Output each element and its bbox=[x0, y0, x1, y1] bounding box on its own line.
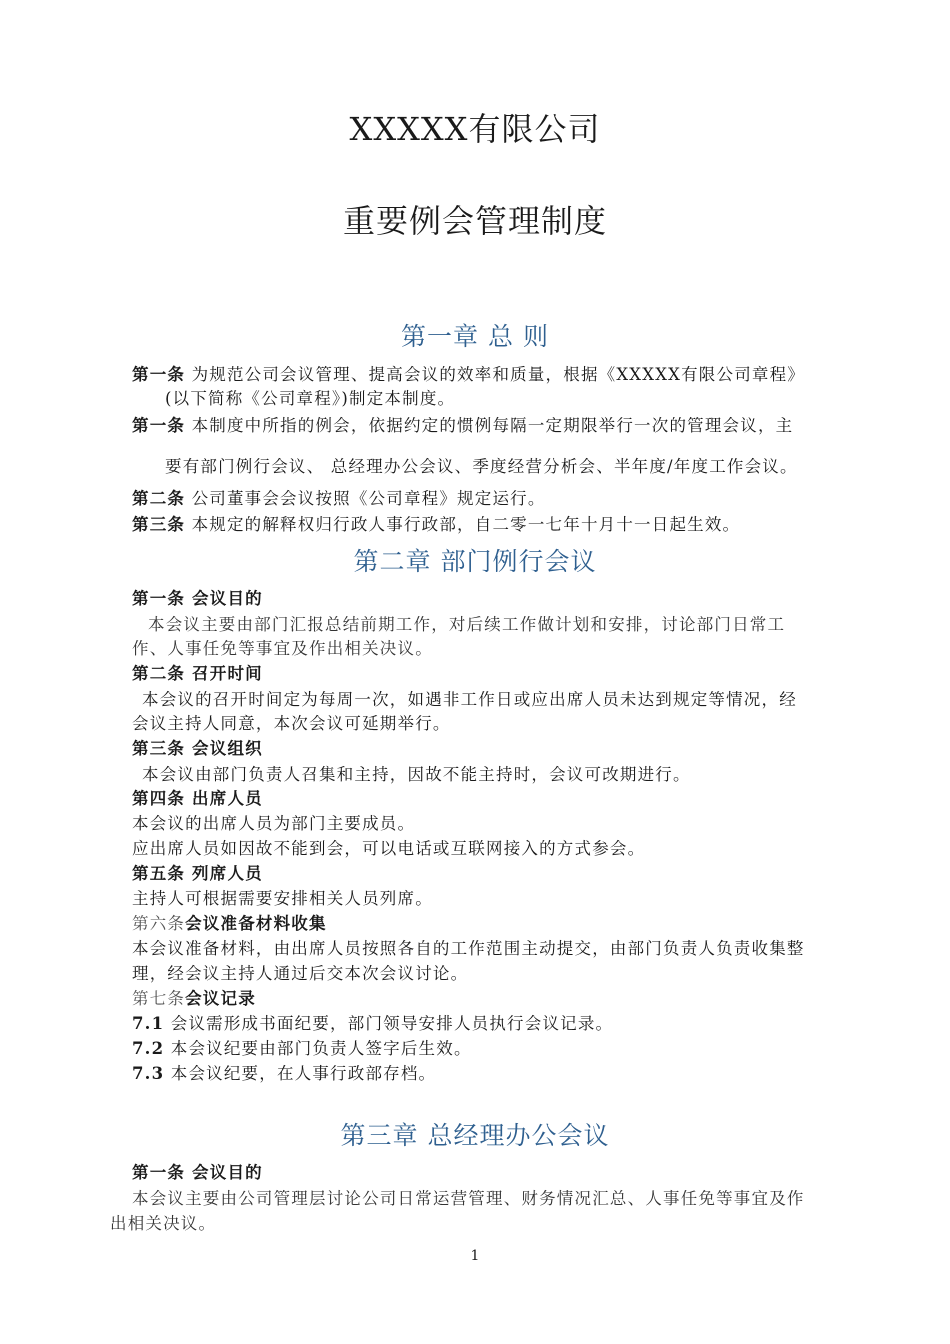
article-text: 本规定的解释权归行政人事行政部，自二零一七年十月十一日起生效。 bbox=[191, 515, 741, 534]
section-1-text: 本会议主要由部门汇报总结前期工作，对后续工作做计划和安排，讨论部门日常工 bbox=[148, 615, 786, 634]
article-1 bbox=[132, 361, 805, 385]
section-1-text-cont: 作、人事任免等事宜及作出相关决议。 bbox=[132, 639, 433, 658]
article-1-cont: (以下简称《公司章程》)制定本制度。 bbox=[165, 389, 456, 408]
article-3 bbox=[132, 485, 546, 509]
document-title: 重要例会管理制度 bbox=[342, 202, 607, 240]
section-6-text-cont: 理，经会议主持人通过后交本次会议讨论。 bbox=[132, 964, 469, 983]
article-2 bbox=[132, 412, 793, 436]
section-5-title: 第五条 列席人员 bbox=[132, 864, 263, 883]
company-title: XXXXX有限公司 bbox=[349, 110, 601, 148]
article-label: 第一条 bbox=[132, 365, 186, 384]
clause-text: 本会议纪要，在人事行政部存档。 bbox=[164, 1064, 437, 1083]
chapter-1-heading: 第一章 总 则 bbox=[401, 322, 549, 351]
ch3-section-1-text: 本会议主要由公司管理层讨论公司日常运营管理、财务情况汇总、人事任免等事宜及作 bbox=[132, 1189, 805, 1208]
section-2-text: 本会议的召开时间定为每周一次，如遇非工作日或应出席人员未达到规定等情况，经 bbox=[142, 690, 797, 709]
section-title-text: 会议准备材料收集 bbox=[185, 914, 327, 933]
section-6-title bbox=[132, 910, 327, 934]
clause-number: 7.2 bbox=[132, 1039, 165, 1058]
article-text: 公司董事会会议按照《公司章程》规定运行。 bbox=[191, 489, 546, 508]
clause-text: 本会议纪要由部门负责人签字后生效。 bbox=[164, 1039, 472, 1058]
clause-7-2 bbox=[132, 1035, 472, 1059]
page-number: 1 bbox=[470, 1248, 480, 1264]
chapter-2-heading: 第二章 部门例行会议 bbox=[353, 547, 597, 576]
section-title-text: 会议记录 bbox=[185, 989, 256, 1008]
clause-7-1 bbox=[132, 1010, 613, 1034]
article-4 bbox=[132, 511, 740, 535]
article-text: 本制度中所指的例会，依据约定的惯例每隔一定期限举行一次的管理会议，主 bbox=[191, 416, 794, 435]
section-3-text: 本会议由部门负责人召集和主持，因故不能主持时，会议可改期进行。 bbox=[142, 765, 691, 784]
article-label: 第三条 bbox=[132, 515, 186, 534]
section-6-text: 本会议准备材料，由出席人员按照各自的工作范围主动提交，由部门负责人负责收集整 bbox=[132, 939, 805, 958]
article-2-cont: 要有部门例行会议、 总经理办公会议、季度经营分析会、半年度/年度工作会议。 bbox=[165, 457, 798, 476]
section-label: 第六条 bbox=[132, 914, 186, 933]
section-4-title: 第四条 出席人员 bbox=[132, 789, 263, 808]
section-4-text: 本会议的出席人员为部门主要成员。 bbox=[132, 814, 416, 833]
clause-text: 会议需形成书面纪要，部门领导安排人员执行会议记录。 bbox=[164, 1014, 614, 1033]
clause-number: 7.1 bbox=[132, 1014, 165, 1033]
section-1-title: 第一条 会议目的 bbox=[132, 589, 263, 608]
section-7-title bbox=[132, 985, 256, 1009]
section-2-text-cont: 会议主持人同意，本次会议可延期举行。 bbox=[132, 714, 451, 733]
clause-7-3 bbox=[132, 1060, 436, 1084]
chapter-3-heading: 第三章 总经理办公会议 bbox=[340, 1121, 610, 1150]
section-4-text-2: 应出席人员如因故不能到会，可以电话或互联网接入的方式参会。 bbox=[132, 839, 646, 858]
article-text: 为规范公司会议管理、提高会议的效率和质量，根据《XXXXX有限公司章程》 bbox=[191, 365, 805, 384]
ch3-section-1-text-cont: 出相关决议。 bbox=[110, 1214, 217, 1233]
clause-number: 7.3 bbox=[132, 1064, 165, 1083]
section-3-title: 第三条 会议组织 bbox=[132, 739, 263, 758]
section-2-title: 第二条 召开时间 bbox=[132, 664, 263, 683]
article-label: 第二条 bbox=[132, 489, 186, 508]
section-label: 第七条 bbox=[132, 989, 186, 1008]
section-5-text: 主持人可根据需要安排相关人员列席。 bbox=[132, 889, 433, 908]
ch3-section-1-title: 第一条 会议目的 bbox=[132, 1163, 263, 1182]
article-label: 第一条 bbox=[132, 416, 186, 435]
